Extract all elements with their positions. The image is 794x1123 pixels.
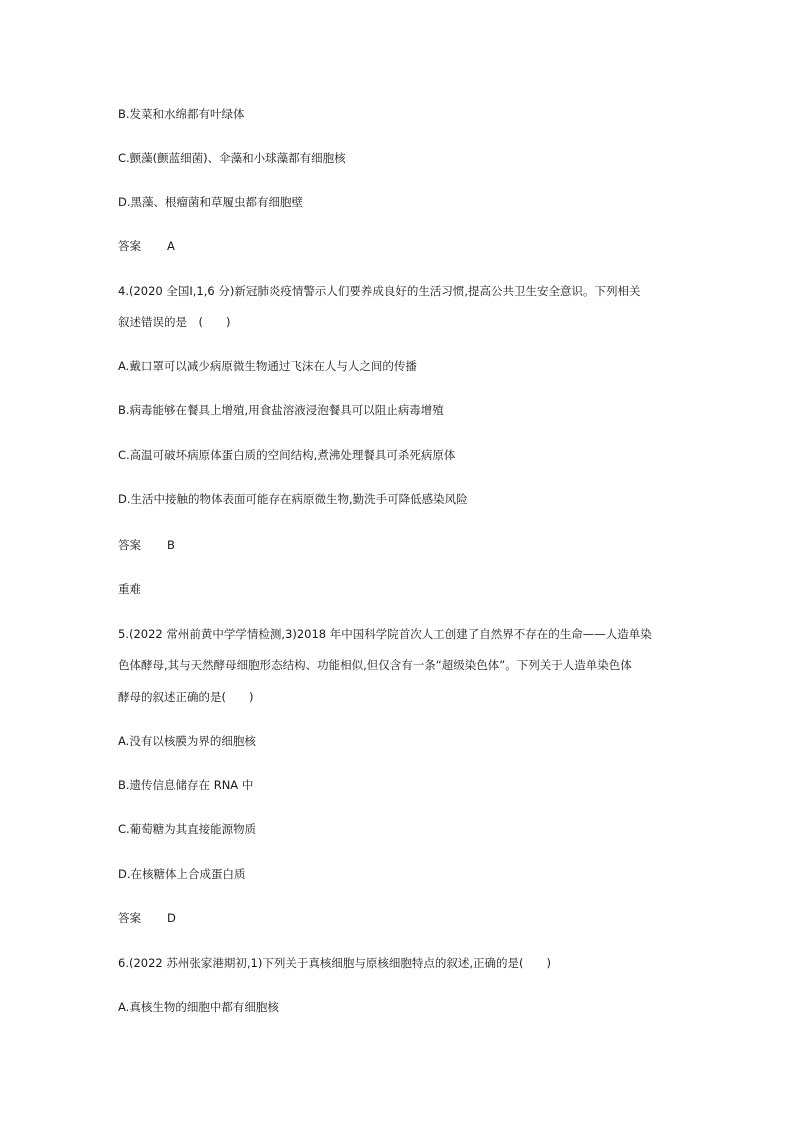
q4-option-a: A.戴口罩可以减少病原微生物通过飞沫在人与人之间的传播 (118, 359, 417, 373)
q5-option-d: D.在核糖体上合成蛋白质 (118, 867, 246, 881)
answer-label: 答案 (118, 538, 141, 552)
q5-option-c: C.葡萄糖为其直接能源物质 (118, 822, 257, 836)
q4-option-d: D.生活中接触的物体表面可能存在病原微生物,勤洗手可降低感染风险 (118, 492, 468, 506)
q6-option-a: A.真核生物的细胞中都有细胞核 (118, 1000, 279, 1014)
q3-option-b: B.发菜和水绵都有叶绿体 (118, 107, 245, 121)
q5-answer (118, 910, 176, 926)
q5-stem-line3: 酵母的叙述正确的是( ) (118, 690, 254, 704)
answer-value: A (167, 239, 175, 253)
q6-stem-line1: 6.(2022 苏州张家港期初,1)下列关于真核细胞与原核细胞特点的叙述,正确的是( ) (118, 956, 551, 970)
q4-stem-line2: 叙述错误的是 ( ) (118, 315, 231, 329)
q3-answer (118, 238, 175, 254)
q4-stem-line1: 4.(2020 全国Ⅰ,1,6 分)新冠肺炎疫情警示人们要养成良好的生活习惯,提高公共卫生安全意识。下列相关 (118, 284, 641, 298)
answer-value: B (167, 538, 175, 552)
answer-value: D (167, 911, 176, 925)
q5-option-b: B.遗传信息储存在 RNA 中 (118, 778, 254, 792)
q5-stem-line2: 色体酵母,其与天然酵母细胞形态结构、功能相似,但仅含有一条“超级染色体”。下列关于人造单染色体 (118, 658, 632, 672)
q3-option-d: D.黑藻、根瘤菌和草履虫都有细胞壁 (118, 195, 304, 209)
q4-answer (118, 537, 175, 553)
q4-option-c: C.高温可破坏病原体蛋白质的空间结构,煮沸处理餐具可杀死病原体 (118, 448, 456, 462)
q4-option-b: B.病毒能够在餐具上增殖,用食盐溶液浸泡餐具可以阻止病毒增殖 (118, 403, 444, 417)
answer-label: 答案 (118, 911, 141, 925)
section-heading: 重难 (118, 582, 141, 596)
answer-label: 答案 (118, 239, 141, 253)
q5-option-a: A.没有以核膜为界的细胞核 (118, 734, 256, 748)
q5-stem-line1: 5.(2022 常州前黄中学学情检测,3)2018 年中国科学院首次人工创建了自然界不存在的生命——人造单染 (118, 627, 652, 641)
q3-option-c: C.颤藻(颤蓝细菌)、伞藻和小球藻都有细胞核 (118, 151, 346, 165)
